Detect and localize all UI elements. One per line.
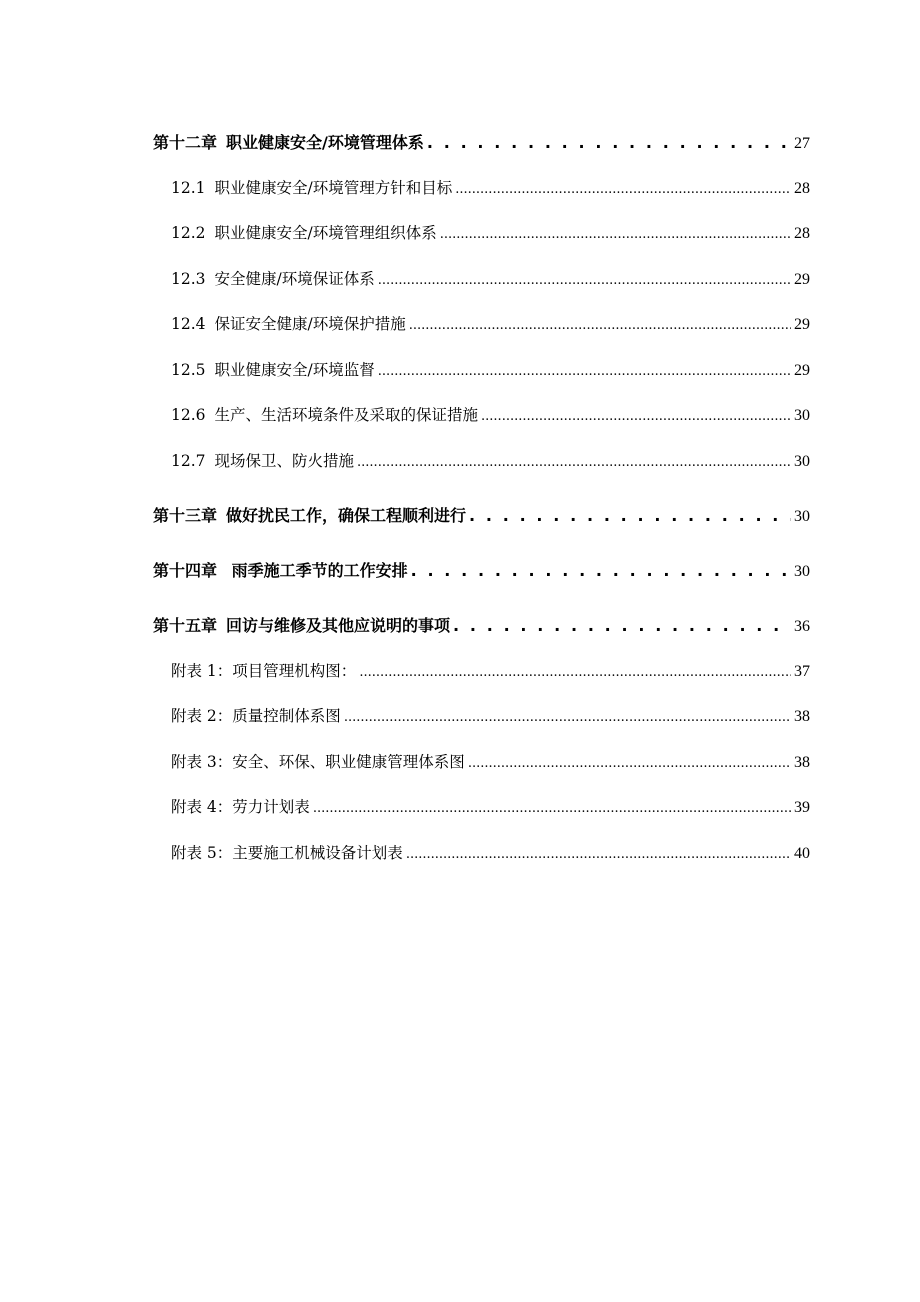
toc-entry-number: 第十二章 xyxy=(153,133,218,152)
toc-entry-page: 29 xyxy=(794,316,810,333)
toc-entry-chapter-14[interactable] xyxy=(153,558,810,581)
toc-entry-page: 28 xyxy=(794,225,810,242)
toc-entry-title: 劳力计划表 xyxy=(232,798,310,816)
toc-entry-page: 27 xyxy=(794,135,810,152)
toc-entry-section-12-2[interactable] xyxy=(171,221,810,243)
toc-entry-number: 附表 5： xyxy=(171,844,233,862)
toc-entry-number: 附表 4： xyxy=(171,798,233,816)
toc-entry-title: 职业健康安全/环境管理方针和目标 xyxy=(214,179,453,197)
toc-entry-page: 30 xyxy=(794,453,810,470)
toc-dot-leader xyxy=(344,707,791,725)
toc-entry-number: 12.3 xyxy=(171,270,206,288)
toc-dot-leader xyxy=(455,179,791,197)
toc-dot-leader xyxy=(427,133,791,152)
toc-entry-number: 第十五章 xyxy=(153,616,218,635)
toc-entry-appendix-1[interactable] xyxy=(171,659,810,681)
toc-entry-section-12-5[interactable] xyxy=(171,358,810,380)
toc-dot-leader xyxy=(313,798,791,816)
toc-entry-appendix-5[interactable] xyxy=(171,841,810,863)
toc-entry-number: 12.7 xyxy=(171,452,206,470)
toc-entry-number: 附表 1： xyxy=(171,662,233,680)
toc-entry-title: 回访与维修及其他应说明的事项 xyxy=(226,616,451,635)
toc-entry-title: 职业健康安全/环境监督 xyxy=(214,361,375,379)
toc-entry-page: 28 xyxy=(794,180,810,197)
toc-entry-title: 安全健康/环境保证体系 xyxy=(214,270,375,288)
toc-entry-page: 30 xyxy=(794,563,810,580)
toc-entry-page: 37 xyxy=(794,663,810,680)
toc-entry-title: 安全、环保、职业健康管理体系图 xyxy=(232,753,465,771)
toc-entry-section-12-3[interactable] xyxy=(171,267,810,289)
toc-dot-leader xyxy=(406,844,791,862)
toc-dot-leader xyxy=(440,224,791,242)
toc-entry-title: 质量控制体系图 xyxy=(232,707,341,725)
toc-entry-section-12-4[interactable] xyxy=(171,312,810,334)
toc-entry-number: 12.6 xyxy=(171,406,206,424)
toc-entry-page: 36 xyxy=(794,618,810,635)
toc-dot-leader xyxy=(468,753,791,771)
toc-entry-page: 38 xyxy=(794,708,810,725)
toc-entry-page: 29 xyxy=(794,271,810,288)
toc-entry-title: 生产、生活环境条件及采取的保证措施 xyxy=(214,406,479,424)
toc-entry-number: 12.2 xyxy=(171,224,206,242)
toc-dot-leader xyxy=(453,616,791,635)
toc-entry-number: 12.1 xyxy=(171,179,206,197)
toc-dot-leader xyxy=(357,452,791,470)
toc-dot-leader xyxy=(469,506,791,525)
toc-entry-page: 40 xyxy=(794,845,810,862)
toc-entry-number: 12.4 xyxy=(171,315,206,333)
toc-entry-page: 38 xyxy=(794,754,810,771)
toc-entry-chapter-15[interactable] xyxy=(153,613,810,636)
toc-entry-section-12-1[interactable] xyxy=(171,176,810,198)
toc-entry-number: 第十四章 xyxy=(153,561,218,580)
toc-entry-title: 做好扰民工作，确保工程顺利进行 xyxy=(226,506,467,525)
toc-entry-chapter-13[interactable] xyxy=(153,503,810,526)
toc-dot-leader xyxy=(481,406,791,424)
toc-entry-appendix-4[interactable] xyxy=(171,795,810,817)
toc-entry-title: 雨季施工季节的工作安排 xyxy=(226,561,408,580)
toc-dot-leader xyxy=(409,315,791,333)
toc-entry-title: 职业健康安全/环境管理体系 xyxy=(226,133,424,152)
toc-dot-leader xyxy=(359,662,791,680)
toc-entry-number: 12.5 xyxy=(171,361,206,379)
toc-entry-number: 附表 2： xyxy=(171,707,233,725)
toc-dot-leader xyxy=(378,361,791,379)
toc-entry-appendix-3[interactable] xyxy=(171,750,810,772)
toc-entry-page: 39 xyxy=(794,799,810,816)
toc-entry-title: 保证安全健康/环境保护措施 xyxy=(214,315,406,333)
toc-entry-appendix-2[interactable] xyxy=(171,704,810,726)
toc-entry-title: 项目管理机构图： xyxy=(232,662,357,680)
toc-entry-chapter-12[interactable] xyxy=(153,130,810,153)
toc-entry-title: 职业健康安全/环境管理组织体系 xyxy=(214,224,437,242)
toc-entry-title: 主要施工机械设备计划表 xyxy=(232,844,403,862)
toc-entry-number: 附表 3： xyxy=(171,753,233,771)
toc-entry-number: 第十三章 xyxy=(153,506,218,525)
toc-entry-section-12-7[interactable] xyxy=(171,449,810,471)
toc-entry-title: 现场保卫、防火措施 xyxy=(214,452,355,470)
toc-entry-section-12-6[interactable] xyxy=(171,403,810,425)
toc-dot-leader xyxy=(378,270,791,288)
toc-entry-page: 30 xyxy=(794,407,810,424)
toc-entry-page: 29 xyxy=(794,362,810,379)
toc-dot-leader xyxy=(411,561,791,580)
toc-entry-page: 30 xyxy=(794,508,810,525)
